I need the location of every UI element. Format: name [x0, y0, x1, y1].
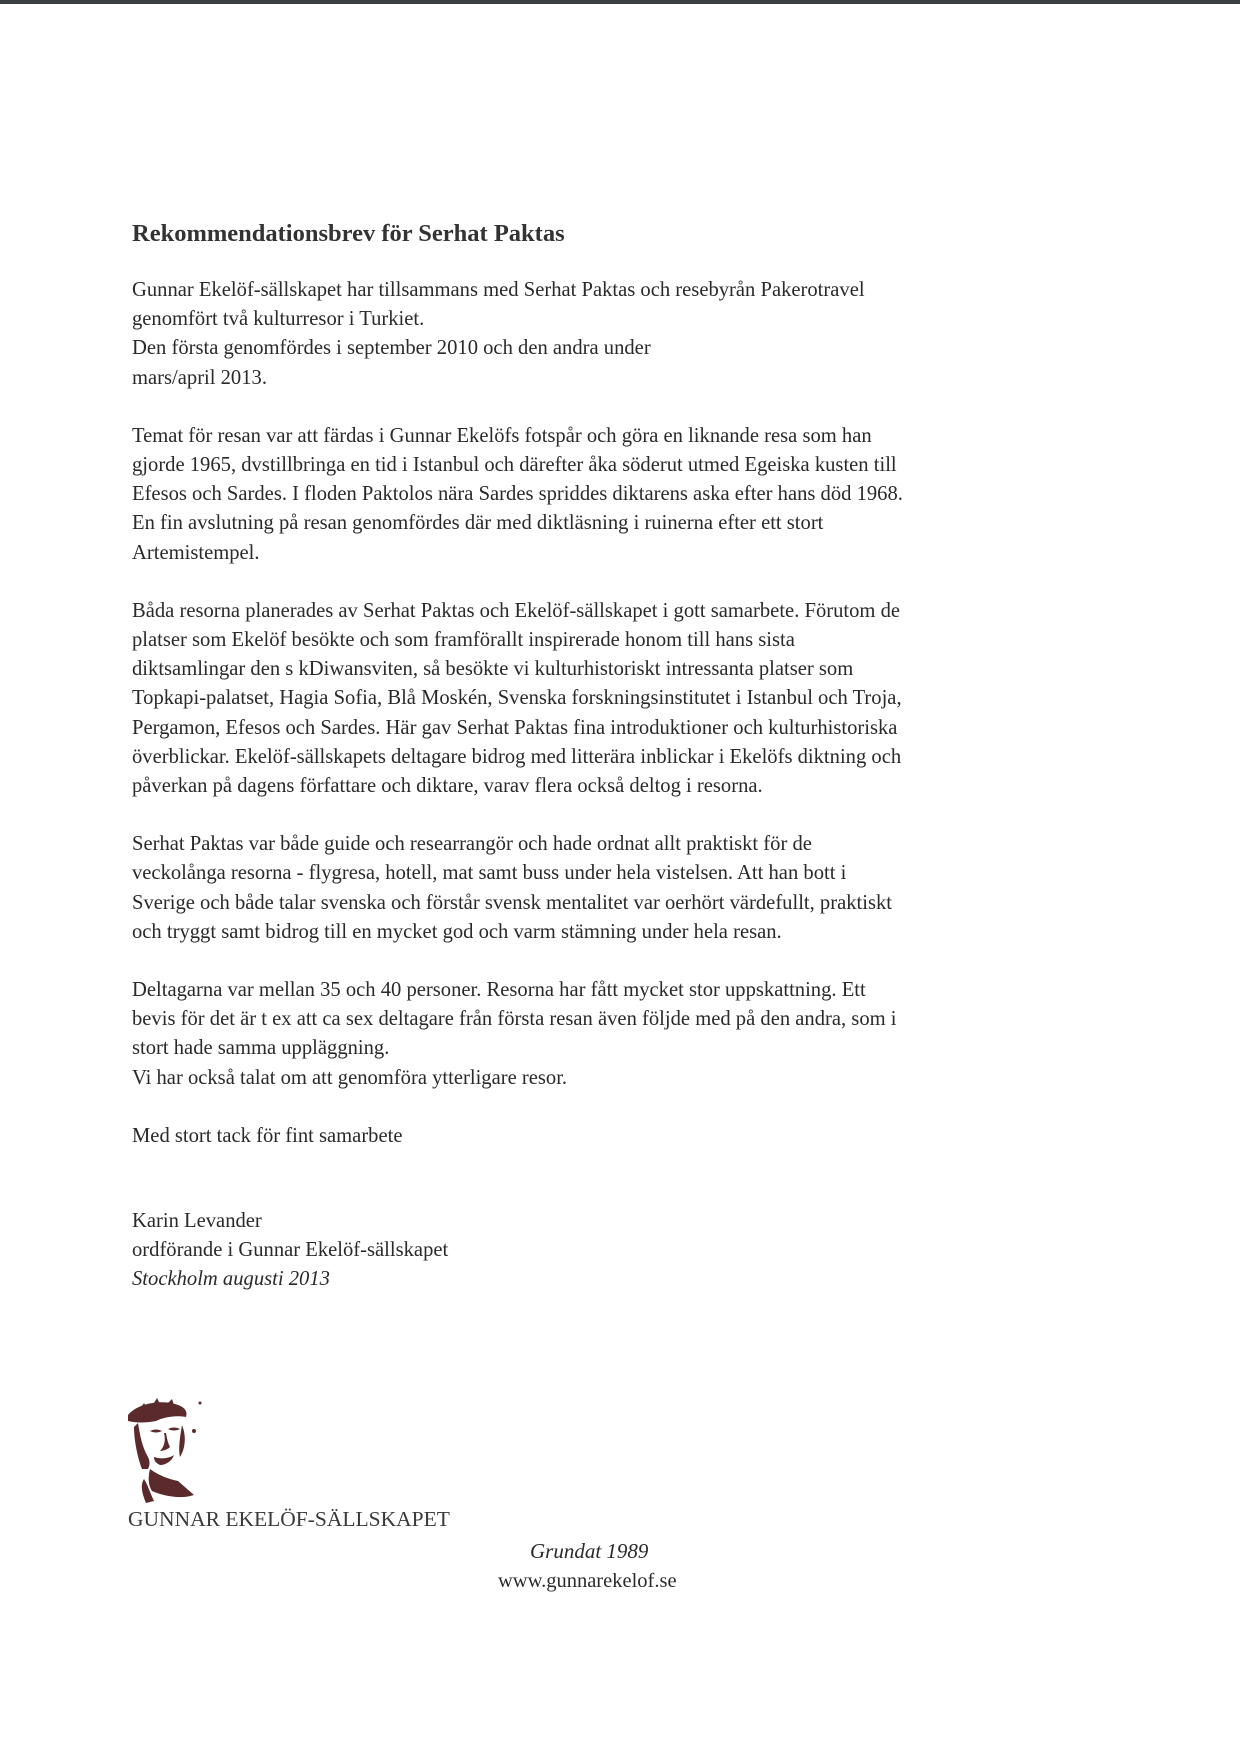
signer-name: Karin Levander: [132, 1210, 262, 1233]
text-line: bevis för det är t ex att ca sex deltagare från första resan även följde med på den andra, som i: [132, 1008, 897, 1031]
text-line: En fin avslutning på resan genomfördes där med diktläsning i ruinerna efter ett stort: [132, 512, 824, 535]
text-line: veckolånga resorna - flygresa, hotell, mat samt buss under hela vistelsen. Att han bott i: [132, 862, 847, 885]
founded-year: Grundat 1989: [530, 1539, 649, 1563]
text-line: Deltagarna var mellan 35 och 40 personer. Resorna har fått mycket stor uppskattning. Ett: [132, 979, 866, 1002]
text-line: mars/april 2013.: [132, 366, 267, 389]
paragraph-participants: [132, 976, 1092, 1093]
top-edge-rule: [0, 0, 1240, 4]
text-line: Den första genomfördes i september 2010 och den andra under: [132, 337, 651, 360]
text-line: påverkan på dagens författare och diktare, varav flera också deltog i resorna.: [132, 775, 763, 798]
text-line: Pergamon, Efesos och Sardes. Här gav Serhat Paktas fina introduktioner och kulturhistoriska: [132, 716, 898, 739]
paragraph-intro: [132, 276, 1092, 393]
organization-name: GUNNAR EKELÖF-SÄLLSKAPET: [128, 1507, 450, 1531]
text-line: platser som Ekelöf besökte och som framförallt inspirerade honom till hans sista: [132, 629, 795, 652]
signature-block: [132, 1207, 1092, 1295]
paragraph-theme: [132, 422, 1092, 568]
paragraph-planning: [132, 597, 1092, 801]
text-line: Artemistempel.: [132, 541, 260, 564]
place-date: Stockholm augusti 2013: [132, 1268, 330, 1291]
text-line: Topkapi-palatset, Hagia Sofia, Blå Moskén, Svenska forskningsinstitutet i Istanbul och Troja,: [132, 687, 902, 710]
portrait-logo-icon: [120, 1395, 240, 1510]
text-line: Efesos och Sardes. I floden Paktolos nära Sardes spriddes diktarens aska efter hans död 1968.: [132, 483, 903, 506]
text-line: Båda resorna planerades av Serhat Paktas och Ekelöf-sällskapet i gott samarbete. Förutom de: [132, 599, 901, 622]
text-line: Vi har också talat om att genomföra ytterligare resor.: [132, 1066, 568, 1089]
text-line: Gunnar Ekelöf-sällskapet har tillsammans med Serhat Paktas och resebyrån Pakerotravel: [132, 279, 865, 301]
website-link[interactable]: www.gunnarekelof.se: [498, 1570, 677, 1592]
text-line: gjorde 1965, dvstillbringa en tid i Istanbul och därefter åka söderut utmed Egeiska kusten till: [132, 454, 897, 477]
paragraph-guide: [132, 830, 1092, 947]
signer-role: ordförande i Gunnar Ekelöf-sällskapet: [132, 1239, 449, 1262]
text-line: överblickar. Ekelöf-sällskapets deltagare bidrog med litterära inblickar i Ekelöfs diktning och: [132, 745, 902, 768]
text-line: diktsamlingar den s kDiwansviten, så besökte vi kulturhistoriskt intressanta platser som: [132, 658, 854, 681]
text-line: Med stort tack för fint samarbete: [132, 1124, 403, 1147]
text-line: och tryggt samt bidrog till en mycket god och varm stämning under hela resan.: [132, 920, 782, 943]
letter-body: [132, 218, 1092, 1295]
text-line: stort hade samma uppläggning.: [132, 1037, 390, 1060]
text-line: genomfört två kulturresor i Turkiet.: [132, 308, 425, 331]
text-line: Temat för resan var att färdas i Gunnar Ekelöfs fotspår och göra en liknande resa som han: [132, 424, 872, 447]
text-line: Sverige och både talar svenska och förstår svensk mentalitet var oerhört värdefullt, praktiskt: [132, 891, 892, 914]
letter-title: Rekommendationsbrev för Serhat Paktas: [132, 220, 565, 247]
text-line: Serhat Paktas var både guide och researrangör och hade ordnat allt praktiskt för de: [132, 833, 812, 856]
paragraph-closing: [132, 1122, 1092, 1151]
